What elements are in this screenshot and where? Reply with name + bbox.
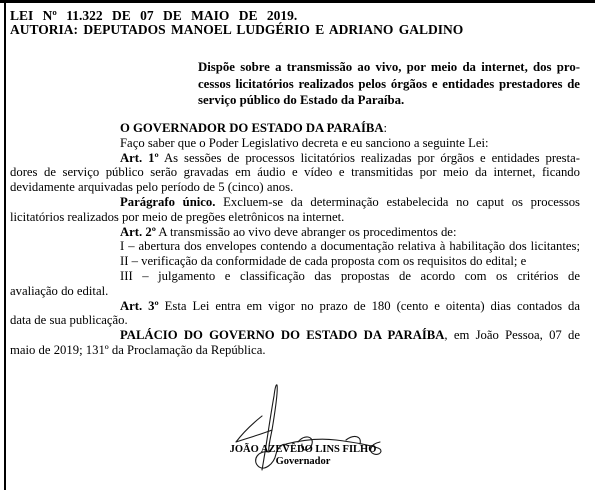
left-rule	[4, 0, 6, 490]
law-header	[10, 9, 580, 37]
article-3-line	[10, 299, 580, 314]
article-3-text: Esta Lei entra em vigor no prazo de 180 (cento e oitenta) dias contados da	[164, 298, 580, 313]
article-2-item: II – verificação da conformidade de cada proposta com os requisitos do edital; e	[120, 254, 527, 269]
article-1-label: Art. 1º	[120, 150, 159, 165]
governor-heading	[10, 121, 580, 136]
signatory-role: Governador	[275, 456, 331, 467]
article-3-label: Art. 3º	[120, 298, 159, 313]
article-2-item: I – abertura dos envelopes contendo a documentação relativa à habilitação dos licitantes;	[120, 239, 580, 254]
governor-heading-punct: :	[383, 121, 388, 135]
closing-line	[10, 328, 580, 343]
law-summary	[198, 59, 580, 109]
article-1-line	[10, 151, 580, 166]
summary-line: Dispõe sobre a transmissão ao vivo, por meio da internet, dos pro-	[198, 60, 580, 74]
closing-text: , em João Pessoa, 07 de	[444, 328, 580, 343]
law-authorship: AUTORIA: DEPUTADOS MANOEL LUDGÉRIO E ADRIANO GALDINO	[10, 22, 464, 37]
paragrafo-unico-line: licitatórios realizados por meio de pregões eletrônicos na internet.	[10, 209, 345, 224]
preamble: Faço saber que o Poder Legislativo decreta e eu sanciono a seguinte Lei:	[120, 135, 489, 150]
article-2-label: Art. 2º	[120, 224, 156, 239]
paragrafo-unico-label: Parágrafo único.	[120, 194, 216, 209]
paragrafo-unico-text: Excluem-se da determinação estabelecida no caput os processos	[223, 194, 580, 209]
article-2-line	[10, 225, 580, 240]
summary-line: cessos licitatórios realizados pelos órgãos e entidades prestadores de	[198, 76, 580, 91]
law-body	[10, 121, 580, 358]
article-3-line: data de sua publicação.	[10, 313, 128, 328]
article-2-text: A transmissão ao vivo deve abranger os procedimentos de:	[158, 224, 457, 239]
article-1-text: As sessões de processos licitatórios realizadas por órgãos e entidades presta-	[163, 150, 580, 165]
top-rule	[0, 0, 595, 3]
article-2-item: avaliação do edital.	[10, 283, 109, 298]
article-1-line: dores de serviço público serão gravadas em áudio e vídeo e transmitidas por meio da internet, ficando	[10, 165, 580, 180]
closing-line: maio de 2019; 131º da Proclamação da República.	[10, 342, 266, 357]
closing-place: PALÁCIO DO GOVERNO DO ESTADO DA PARAÍBA	[120, 328, 445, 343]
law-title: LEI Nº 11.322 DE 07 DE MAIO DE 2019.	[10, 8, 298, 23]
governor-heading-text: O GOVERNADOR DO ESTADO DA PARAÍBA	[120, 121, 384, 135]
summary-line: serviço público do Estado da Paraíba.	[198, 93, 405, 107]
paragrafo-unico-line	[10, 195, 580, 210]
article-2-item: III – julgamento e classificação das propostas de acordo com os critérios de	[120, 268, 580, 283]
article-1-line: devidamente arquivadas pelo período de 5 (cinco) anos.	[10, 180, 294, 195]
signatory-name: JOÃO AZEVÊDO LINS FILHO	[229, 444, 377, 455]
signature-block	[203, 444, 403, 468]
